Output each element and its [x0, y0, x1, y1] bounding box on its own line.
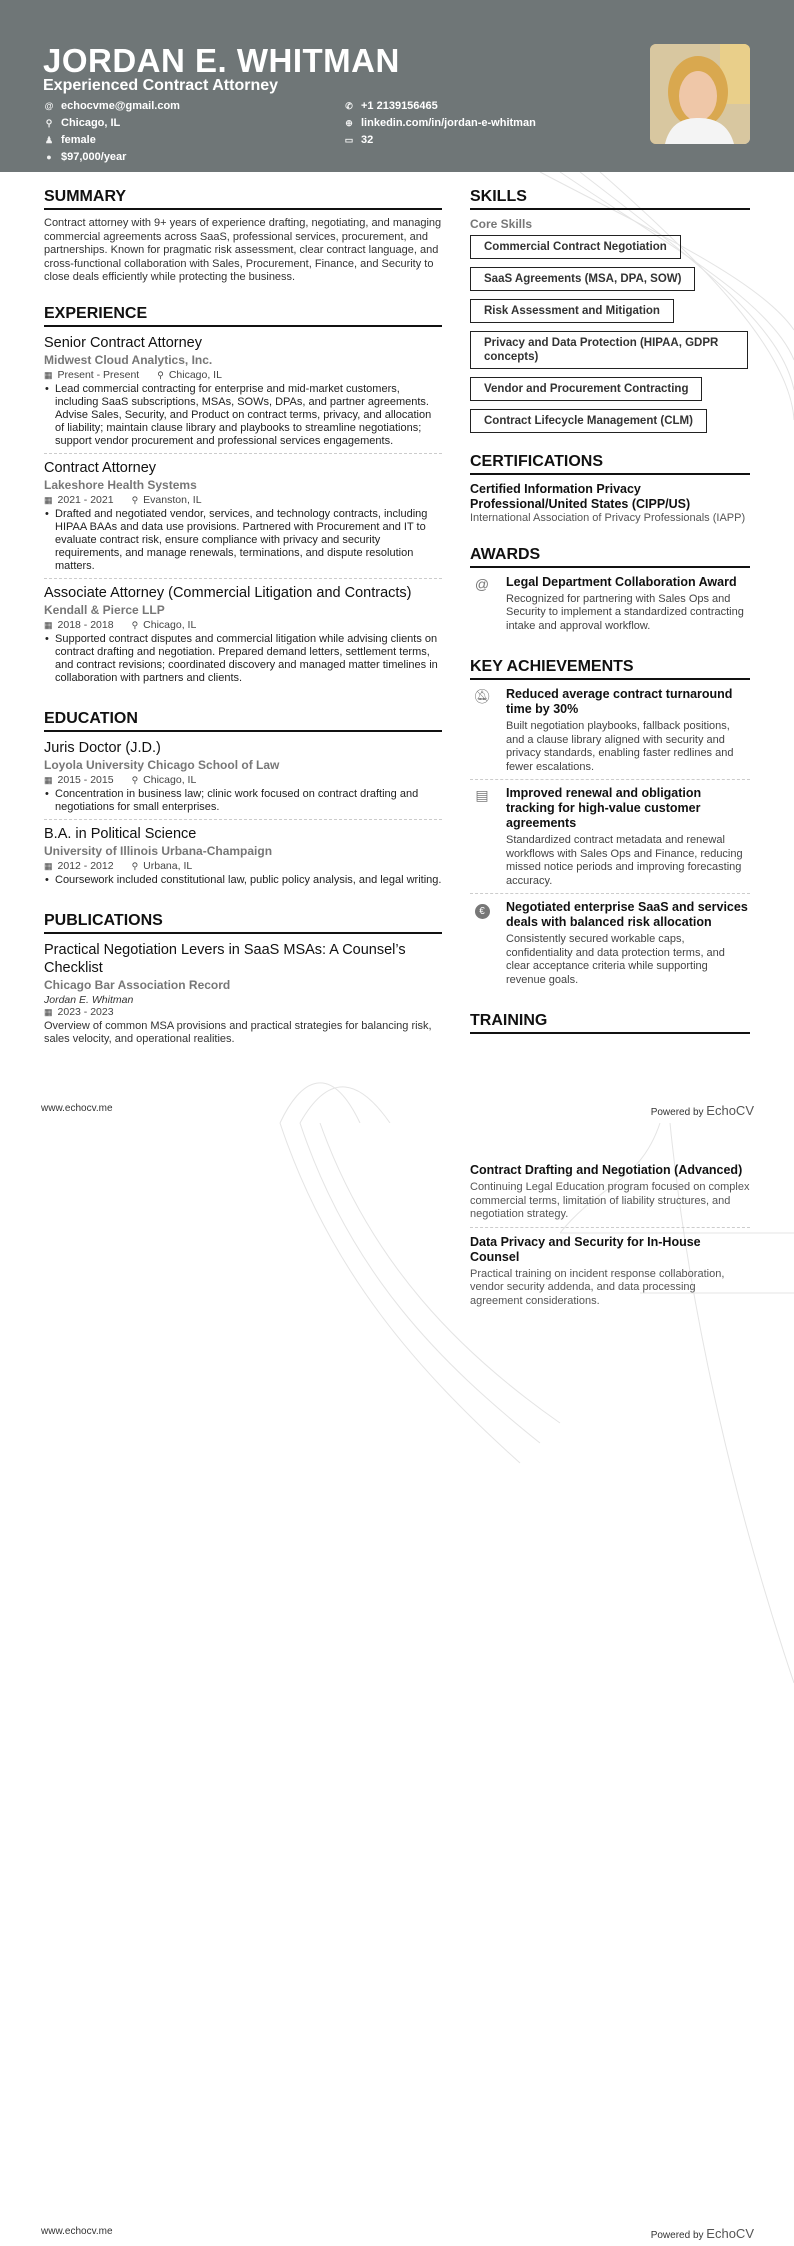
brand-name: EchoCV	[706, 2226, 754, 2241]
powered-label: Powered by	[650, 2230, 704, 2241]
location-icon: ⚲	[131, 860, 139, 871]
awards-section	[470, 546, 750, 639]
contact-linkedin[interactable]	[344, 116, 604, 130]
location: Chicago, IL	[168, 368, 222, 381]
candidate-title: Experienced Contract Attorney	[43, 77, 279, 94]
footer-powered-by[interactable]	[651, 2226, 754, 2241]
education-item	[44, 825, 442, 892]
footer-site-link[interactable]: www.echocv.me	[41, 2226, 113, 2237]
candidate-name: JORDAN E. WHITMAN	[43, 42, 400, 79]
bullet: • Supported contract disputes and commercial litigation while advising clients on contract drafting and negotiation. Prepared demand letters, settlement terms, and contract revisions; coordinated discovery and managed matter timelines in collaboration with partners and clients.	[44, 633, 442, 685]
brand-name: EchoCV	[706, 1103, 754, 1118]
degree: B.A. in Political Science	[44, 825, 197, 842]
section-heading: PUBLICATIONS	[44, 912, 442, 934]
resume-page-2	[0, 1123, 794, 2246]
footer-site-link[interactable]: www.echocv.me	[41, 1103, 113, 1114]
achievement-title: Negotiated enterprise SaaS and services deals with balanced risk allocation	[506, 900, 748, 929]
left-column	[44, 188, 442, 1072]
skill-tag: SaaS Agreements (MSA, DPA, SOW)	[470, 267, 695, 291]
training-description: Practical training on incident response collaboration, vendor security addenda, and data processing agreement considerations.	[470, 1267, 725, 1307]
bullet: • Lead commercial contracting for enterprise and mid-market customers, including SaaS subscriptions, MSAs, SOWs, DPAs, and partner agreements. Advise Sales, Security, and Product on contract terms, privacy, and allocation of liability; maintain clause library and playbooks to streamline negotiations; support vendor procurement and professional services engagements.	[44, 383, 442, 448]
publication-description: Overview of common MSA provisions and practical strategies for balancing risk, sales velocity, and operational realities.	[44, 1019, 432, 1045]
at-icon: @	[44, 101, 54, 111]
contact-value: 32	[361, 134, 374, 146]
euro-icon: €	[470, 900, 494, 987]
experience-item	[44, 334, 442, 454]
section-heading: CERTIFICATIONS	[470, 453, 750, 475]
publication-title: Practical Negotiation Levers in SaaS MSAs: A Counsel’s Checklist	[44, 941, 406, 976]
certification-title: Certified Information Privacy Professional/United States (CIPP/US)	[470, 482, 691, 511]
powered-label: Powered by	[650, 1107, 704, 1118]
contact-value: +1 2139156465	[361, 100, 438, 112]
contact-location	[44, 116, 344, 130]
training-item	[470, 1163, 750, 1228]
phone-icon: ✆	[345, 100, 353, 111]
dates: 2015 - 2015	[57, 773, 114, 786]
award-title: Legal Department Collaboration Award	[506, 574, 737, 589]
certification-issuer: International Association of Privacy Professionals (IAPP)	[470, 512, 746, 524]
training-section	[470, 1012, 750, 1034]
contact-value: $97,000/year	[61, 151, 127, 163]
profile-photo	[650, 44, 750, 144]
experience-item	[44, 584, 442, 690]
calendar-icon: ▦	[44, 1006, 53, 1017]
achievement-description: Standardized contract metadata and renewal workflows with Sales Ops and Finance, reducing missed notice periods and improving forecasting accuracy.	[506, 834, 743, 887]
location: Chicago, IL	[143, 618, 197, 631]
bullet: • Coursework included constitutional law, public policy analysis, and legal writing.	[44, 874, 442, 887]
award-description: Recognized for partnering with Sales Ops and Security to implement a standardized contracting intake and approval workflow.	[506, 592, 744, 632]
at-icon: @	[474, 575, 490, 592]
location: Urbana, IL	[143, 859, 193, 872]
dates: Present - Present	[57, 368, 140, 381]
location: Evanston, IL	[143, 493, 202, 506]
summary-text: Contract attorney with 9+ years of experience drafting, negotiating, and managing commercial agreements across SaaS, professional services, procurement, and partnerships. Known for pragmatic risk assessment, clear contract language, and cross-functional collaboration with Sales, Procurement, Finance, and Security to close deals efficiently while protecting the business.	[44, 217, 442, 283]
job-title: Senior Contract Attorney	[44, 334, 202, 351]
school: University of Illinois Urbana-Champaign	[44, 843, 273, 858]
achievement-title: Improved renewal and obligation tracking for high-value customer agreements	[506, 786, 702, 830]
education-section	[44, 710, 442, 892]
publications-section	[44, 912, 442, 1052]
company: Kendall & Pierce LLP	[44, 602, 165, 617]
section-heading: EXPERIENCE	[44, 305, 442, 327]
achievements-section	[470, 658, 750, 992]
contact-value: echocvme@gmail.com	[61, 100, 180, 112]
skill-tag: Privacy and Data Protection (HIPAA, GDPR concepts)	[470, 331, 748, 369]
calendar-icon: ▭	[344, 134, 354, 145]
dates: 2012 - 2012	[57, 859, 114, 872]
certifications-section	[470, 453, 750, 526]
achievement-item	[470, 687, 750, 780]
job-title: Associate Attorney (Commercial Litigation and Contracts)	[44, 584, 412, 601]
calendar-icon: ▦	[44, 860, 53, 871]
location-icon: ⚲	[157, 369, 164, 380]
experience-item	[44, 459, 442, 579]
training-title: Contract Drafting and Negotiation (Advanced)	[470, 1163, 743, 1177]
dates: 2018 - 2018	[57, 618, 114, 631]
location: Chicago, IL	[143, 773, 197, 786]
bell-off-icon: 🔕︎	[473, 688, 491, 704]
training-continued	[470, 1163, 750, 1320]
section-heading: TRAINING	[470, 1012, 750, 1034]
resume-header	[0, 0, 794, 172]
person-icon: ♟	[44, 134, 54, 145]
achievement-title: Reduced average contract turnaround time by 30%	[506, 687, 733, 716]
dates: 2021 - 2021	[57, 493, 114, 506]
section-heading: EDUCATION	[44, 710, 442, 732]
skill-group-label: Core Skills	[470, 217, 533, 231]
skill-tag: Vendor and Procurement Contracting	[470, 377, 702, 401]
globe-icon: ⊕	[345, 117, 353, 128]
training-description: Continuing Legal Education program focused on complex commercial terms, limitation of liability structures, and negotiation strategy.	[470, 1181, 750, 1220]
dates: 2023 - 2023	[57, 1005, 114, 1018]
contact-salary	[44, 150, 344, 164]
bullet: • Drafted and negotiated vendor, services, and technology contracts, including HIPAA BAAs and data use provisions. Partnered with Procurement and IT to evaluate contract risk, ensure compliance with privacy and security requirements, and manage renewals, terminations, and dispute resolution matters.	[44, 508, 442, 573]
section-heading: SKILLS	[470, 188, 750, 210]
calendar-icon: ▦	[44, 494, 53, 505]
training-title: Data Privacy and Security for In-House Counsel	[470, 1234, 701, 1264]
experience-section	[44, 305, 442, 690]
section-heading: SUMMARY	[44, 188, 442, 210]
location-icon: ⚲	[131, 494, 139, 505]
education-item	[44, 739, 442, 820]
location-icon: ⚲	[131, 774, 139, 785]
skills-section	[470, 188, 750, 433]
contact-email[interactable]	[44, 99, 344, 113]
achievement-item	[470, 786, 750, 894]
award-item	[470, 575, 750, 639]
author: Jordan E. Whitman	[44, 993, 134, 1006]
school: Loyola University Chicago School of Law	[44, 757, 280, 772]
right-column	[470, 188, 750, 1054]
calendar-icon: ▦	[44, 369, 53, 380]
company: Midwest Cloud Analytics, Inc.	[44, 352, 213, 367]
degree: Juris Doctor (J.D.)	[44, 739, 161, 756]
calendar-icon: ▦	[44, 774, 53, 785]
summary-section	[44, 188, 442, 285]
company: Lakeshore Health Systems	[44, 477, 197, 492]
contact-value: linkedin.com/in/jordan-e-whitman	[361, 117, 536, 129]
location-icon: ⚲	[45, 117, 53, 128]
achievement-description: Consistently secured workable caps, confidentiality and data protection terms, and clear acceptance criteria while supporting revenue goals.	[506, 933, 725, 986]
contact-value: Chicago, IL	[61, 117, 121, 129]
bullet: • Concentration in business law; clinic work focused on contract drafting and negotiations for small enterprises.	[44, 788, 442, 814]
contact-list	[44, 99, 604, 164]
money-icon: ●	[46, 152, 52, 162]
publisher: Chicago Bar Association Record	[44, 977, 231, 992]
section-heading: KEY ACHIEVEMENTS	[470, 658, 750, 680]
contact-age	[344, 133, 604, 147]
publication-item	[44, 941, 442, 1052]
job-title: Contract Attorney	[44, 459, 157, 476]
footer-powered-by[interactable]	[651, 1103, 754, 1118]
skill-tag: Commercial Contract Negotiation	[470, 235, 681, 259]
contact-gender	[44, 133, 344, 147]
training-item	[470, 1235, 750, 1314]
achievement-item	[470, 900, 750, 992]
location-icon: ⚲	[131, 619, 139, 630]
section-heading: AWARDS	[470, 546, 750, 568]
skill-tag: Contract Lifecycle Management (CLM)	[470, 409, 707, 433]
skill-tag: Risk Assessment and Mitigation	[470, 299, 674, 323]
contact-phone[interactable]	[344, 99, 604, 113]
contact-value: female	[61, 134, 96, 146]
calendar-icon: ▦	[44, 619, 53, 630]
calendar-chart-icon: ▤	[475, 787, 489, 803]
achievement-description: Built negotiation playbooks, fallback positions, and a clause library aligned with security and privacy standards, enabling faster redlines and fewer escalations.	[506, 720, 734, 773]
